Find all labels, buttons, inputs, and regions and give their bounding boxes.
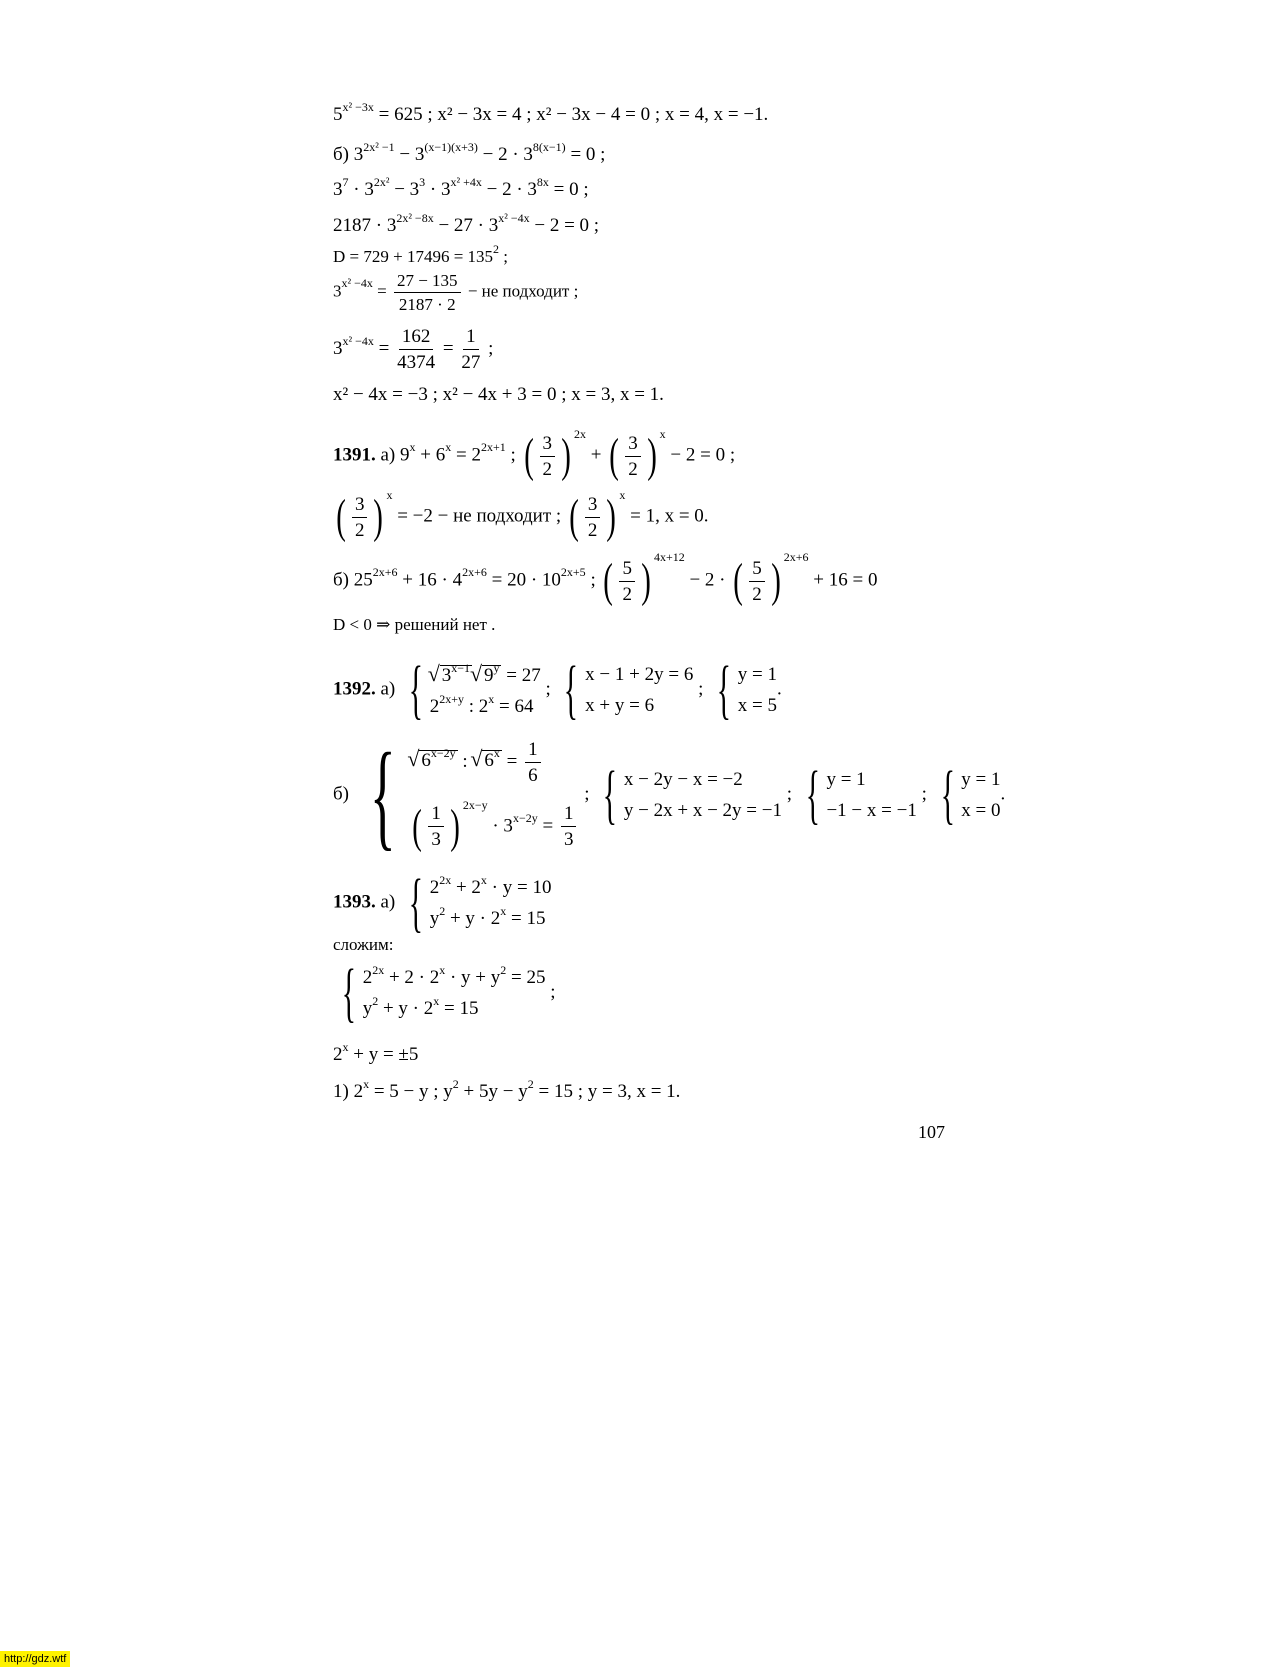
equation-line: $3^7 \cdot 3^{2x^2} - 3^3 \cdot 3^{x^2 +4x} - 2 \cdot 3^{8x} = 0$ ;: [333, 175, 589, 200]
page-number: 107: [918, 1122, 945, 1142]
equation-line: $2^x + y = \pm 5$: [333, 1040, 419, 1065]
equation-line: x² − 4x = −3 ; x² − 4x + 3 = 0 ; x = 3, x = 1.: [333, 384, 664, 405]
problem-1392-a: 1392. а) { √ $3^{x-1}√$ $9^y = 27$ $2^{2x+y}$ : $2^x = 64$ ; { x − 1 + 2y = 6 x + y = 6 ; { y = 1 x = 5 .: [333, 657, 782, 723]
problem-1393-a: 1393. а) { $2^{2x} + 2^x \cdot y = 10$ $y^2 + y \cdot 2^x = 15$: [333, 866, 552, 939]
equation-system: { $2^{2x} + 2^x \cdot y = 10$ $y^2 + y \cdot 2^x = 15$: [408, 866, 552, 939]
equation-line: $3^{x^2 -4x}$ = $\frac{27 - 135}{2187 \cdot 2}$ − не подходит ;: [333, 271, 579, 314]
equation-line: $3^{x^2 -4x}$ = $\frac{162}{4374}$ = $\frac{1}{27}$ ;: [333, 326, 494, 373]
equation-system: { x − 2y − x = −2 y − 2x + x − 2y = −1: [602, 758, 782, 831]
problem-number: 1393.: [333, 891, 376, 913]
equation-system: { y = 1 x = 5: [716, 653, 778, 726]
problem-1392-b: б) { √ $6^{x-2y}$ : √ $6^x$ = $\frac{1}{6}$ ( $\frac{1}{3}$ ) $^{2x-y} \cdot 3^{x-2y}$ = $\frac{1}{3}$ ; { x − 2y − x = −2 y − 2x + x − 2y = −1 ; { y = 1 −1 − x = −1 ; { y = 1 x = 0 .: [333, 735, 1005, 855]
equation-line: 1) $2^x = 5 - y$ ; $y^2 + 5y - y^2 = 15$ ; y = 3, x = 1.: [333, 1077, 681, 1102]
equation-system: { √ $6^{x-2y}$ : √ $6^x$ = $\frac{1}{6}$ ( $\frac{1}{3}$ ) $^{2x-y} \cdot 3^{x-2y}$ = $\frac{1}{3}$: [354, 735, 580, 855]
equation-line: D < 0 ⇒ решений нет .: [333, 615, 496, 634]
text-line: сложим:: [333, 935, 394, 954]
equation-system: { y = 1 −1 − x = −1: [805, 758, 917, 831]
equation-line: $D = 729 + 17496 = 135^2$ ;: [333, 242, 509, 266]
fraction: $\frac{162}{4374}$: [397, 326, 436, 373]
equation-line: б) $3^{2x^2 -1} - 3^{(x-1)(x+3)} - 2 \cdot 3^{8(x-1)} = 0$ ;: [333, 140, 606, 165]
equation-line: ( $\frac{3}{2}$ ) $^x$ = −2 − не подходит ; ( $\frac{3}{2}$ ) $^x$ = 1, x = 0.: [336, 488, 709, 543]
fraction: $\frac{1}{27}$: [461, 326, 481, 373]
equation-system: { √ $3^{x-1}√$ $9^y = 27$ $2^{2x+y}$ : $2^x = 64$: [400, 657, 541, 723]
equation-system: { y = 1 x = 0: [940, 758, 1001, 831]
fraction: $\frac{27 - 135}{2187 \cdot 2}$: [394, 272, 461, 313]
equation-system: { x − 1 + 2y = 6 x + y = 6: [564, 653, 694, 726]
equation-line: $5^{x^2 -3x} = 625$ ; x² − 3x = 4 ; x² − 3x − 4 = 0 ; x = 4, x = −1.: [333, 100, 769, 125]
problem-1391-b: б) $25^{2x+6} + 16 \cdot 4^{2x+6} = 20 \cdot 10^{2x+5}$ ; ( $\frac{5}{2}$ ) $^{4x+12}$ − 2 · ( $\frac{5}{2}$ ) $^{2x+6}$ + 16 = 0: [333, 550, 878, 607]
problem-1391-a: 1391. а) $9^x + 6^x = 2^{2x+1}$ ; ( $\frac{3}{2}$ ) $^{2x}$ + ( $\frac{3}{2}$ ) $^x$ − 2 = 0 ;: [333, 427, 736, 482]
source-link[interactable]: http://gdz.wtf: [0, 1651, 70, 1667]
equation-line: { $2^{2x} + 2 \cdot 2^x \cdot y + y^2 = 25$ $y^2 + y \cdot 2^x = 15$ ;: [333, 960, 556, 1026]
equation-line: $2187 \cdot 3^{2x^2 -8x} - 27 \cdot 3^{x^2 -4x} - 2 = 0$ ;: [333, 211, 600, 236]
problem-number: 1392.: [333, 678, 376, 700]
problem-number: 1391.: [333, 444, 376, 466]
equation-system: { $2^{2x} + 2 \cdot 2^x \cdot y + y^2 = 25$ $y^2 + y \cdot 2^x = 15$: [341, 956, 546, 1029]
